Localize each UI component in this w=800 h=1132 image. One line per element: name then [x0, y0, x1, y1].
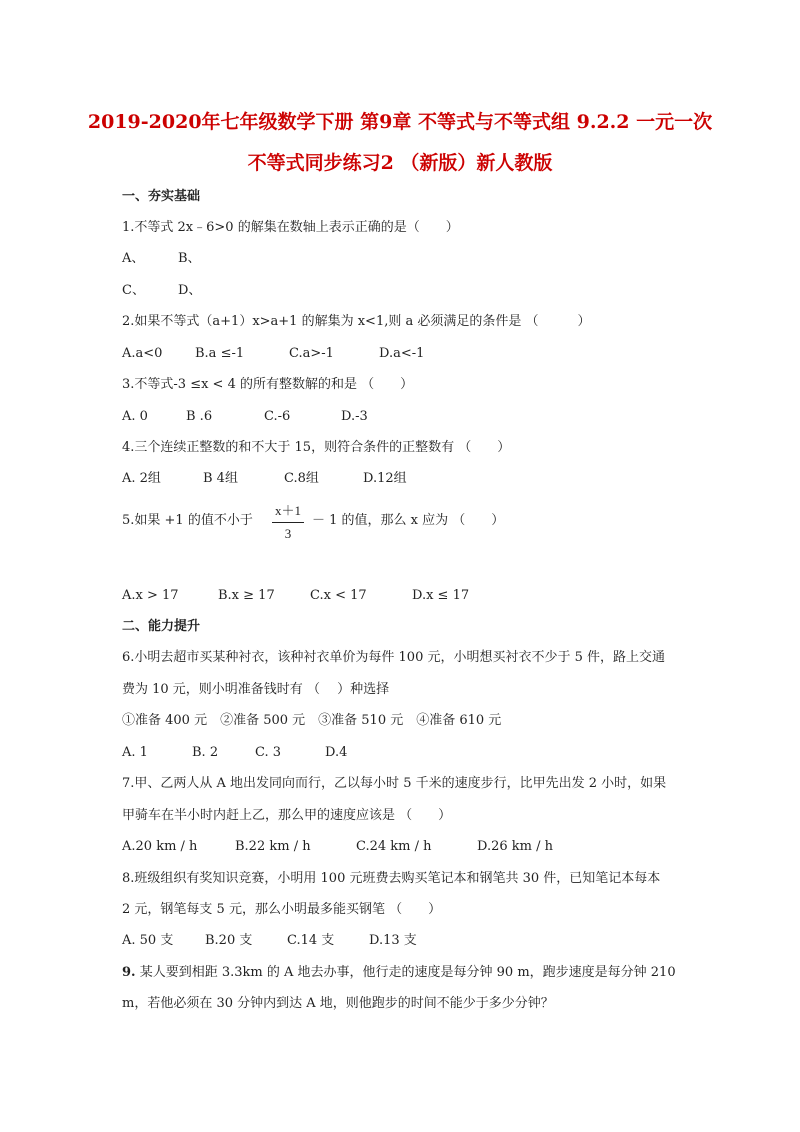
question-3-options — [122, 409, 368, 425]
question-1: 1.不等式 2x﹣6>0 的解集在数轴上表示正确的是（ ） — [122, 220, 459, 235]
question-6-line-1: 6.小明去超市买某种衬衣，该种衬衣单价为每件 100 元，小明想买衬衣不少于 5 件，路上交通 — [122, 650, 666, 665]
option-a: A. 2组 — [122, 471, 161, 486]
question-6-line-2: 费为 10 元，则小明准备钱时有 （ ）种选择 — [122, 682, 390, 697]
option-b: B.x ≥ 17 — [218, 588, 275, 603]
question-9-number: 9. — [122, 965, 136, 980]
option-d: D.13 支 — [369, 933, 417, 948]
option-d: D.26 km / h — [477, 839, 553, 854]
option-d: D.a<-1 — [379, 346, 425, 361]
question-6-options — [122, 745, 347, 761]
question-4-options — [122, 471, 407, 487]
section-heading-basics: 一、夯实基础 — [122, 189, 201, 204]
option-c: C.24 km / h — [356, 839, 432, 854]
option-d: D.-3 — [341, 409, 368, 424]
option-b: B.a ≤-1 — [195, 346, 245, 361]
option-d: D.x ≤ 17 — [412, 588, 470, 603]
question-2-options — [122, 346, 424, 362]
question-8-options — [122, 933, 417, 949]
question-5-options — [122, 588, 469, 604]
option-a: A. 50 支 — [122, 933, 174, 948]
title-line-2: 不等式同步练习2 （新版）新人教版 — [247, 152, 553, 174]
option-a: A.20 km / h — [122, 839, 198, 854]
fraction-x-plus-1-over-3 — [272, 500, 304, 542]
option-c: C.x < 17 — [310, 588, 367, 603]
option-c: C.-6 — [264, 409, 291, 424]
fraction-denominator: 3 — [284, 526, 292, 541]
question-9-line-2: m，若他必须在 30 分钟内到达 A 地，则他跑步的时间不能少于多少分钟？ — [122, 996, 554, 1011]
option-a: A、 — [122, 251, 145, 266]
option-d: D.4 — [325, 745, 348, 760]
option-c: C.14 支 — [287, 933, 335, 948]
question-8-line-2: 2 元，钢笔每支 5 元，那么小明最多能买钢笔 （ ） — [122, 902, 442, 917]
title-line-1: 2019-2020年七年级数学下册 第9章 不等式与不等式组 9.2.2 一元一次 — [87, 111, 713, 133]
question-5-prefix: 5.如果 +1 的值不小于 — [122, 513, 253, 528]
question-1-options-cd — [122, 283, 201, 299]
option-c: C.a>-1 — [289, 346, 334, 361]
option-b: B.20 支 — [205, 933, 253, 948]
question-6-choices: ①准备 400 元 ②准备 500 元 ③准备 510 元 ④准备 610 元 — [122, 713, 502, 728]
question-2: 2.如果不等式（a+1）x>a+1 的解集为 x<1,则 a 必须满足的条件是 （ ） — [122, 314, 591, 329]
option-a: A.x > 17 — [122, 588, 179, 603]
question-9-text: 某人要到相距 3.3km 的 A 地去办事，他行走的速度是每分钟 90 m，跑步速度是每分钟 210 — [135, 965, 676, 980]
option-a: A. 1 — [122, 745, 148, 760]
question-7-line-2: 甲骑车在半小时内赶上乙，那么甲的速度应该是 （ ） — [122, 808, 452, 823]
option-b: B、 — [178, 251, 201, 266]
option-c: C. 3 — [255, 745, 282, 760]
option-b: B 4组 — [203, 471, 238, 486]
question-9-line-1 — [122, 965, 676, 981]
question-4: 4.三个连续正整数的和不大于 15，则符合条件的正整数有 （ ） — [122, 440, 511, 455]
question-8-line-1: 8.班级组织有奖知识竞赛，小明用 100 元班费去购买笔记本和钢笔共 30 件，已知笔记本每本 — [122, 871, 661, 886]
option-a: A. 0 — [122, 409, 148, 424]
option-c: C、 — [122, 283, 145, 298]
option-b: B.22 km / h — [235, 839, 311, 854]
option-c: C.8组 — [284, 471, 319, 486]
option-d: D、 — [178, 283, 202, 298]
question-7-line-1: 7.甲、乙两人从 A 地出发同向而行，乙以每小时 5 千米的速度步行，比甲先出发 2 小时，如果 — [122, 776, 667, 791]
option-a: A.a<0 — [122, 346, 163, 361]
question-1-options-ab — [122, 251, 201, 267]
option-b: B. 2 — [192, 745, 219, 760]
fraction-numerator: x＋1 — [274, 503, 301, 518]
section-heading-advanced: 二、能力提升 — [122, 619, 201, 634]
question-7-options — [122, 839, 553, 855]
option-d: D.12组 — [363, 471, 407, 486]
question-5-suffix: － 1 的值，那么 x 应为 （ ） — [312, 513, 505, 528]
question-3: 3.不等式-3 ≤x < 4 的所有整数解的和是 （ ） — [122, 377, 414, 392]
option-b: B .6 — [186, 409, 213, 424]
fraction-bar — [272, 522, 304, 523]
